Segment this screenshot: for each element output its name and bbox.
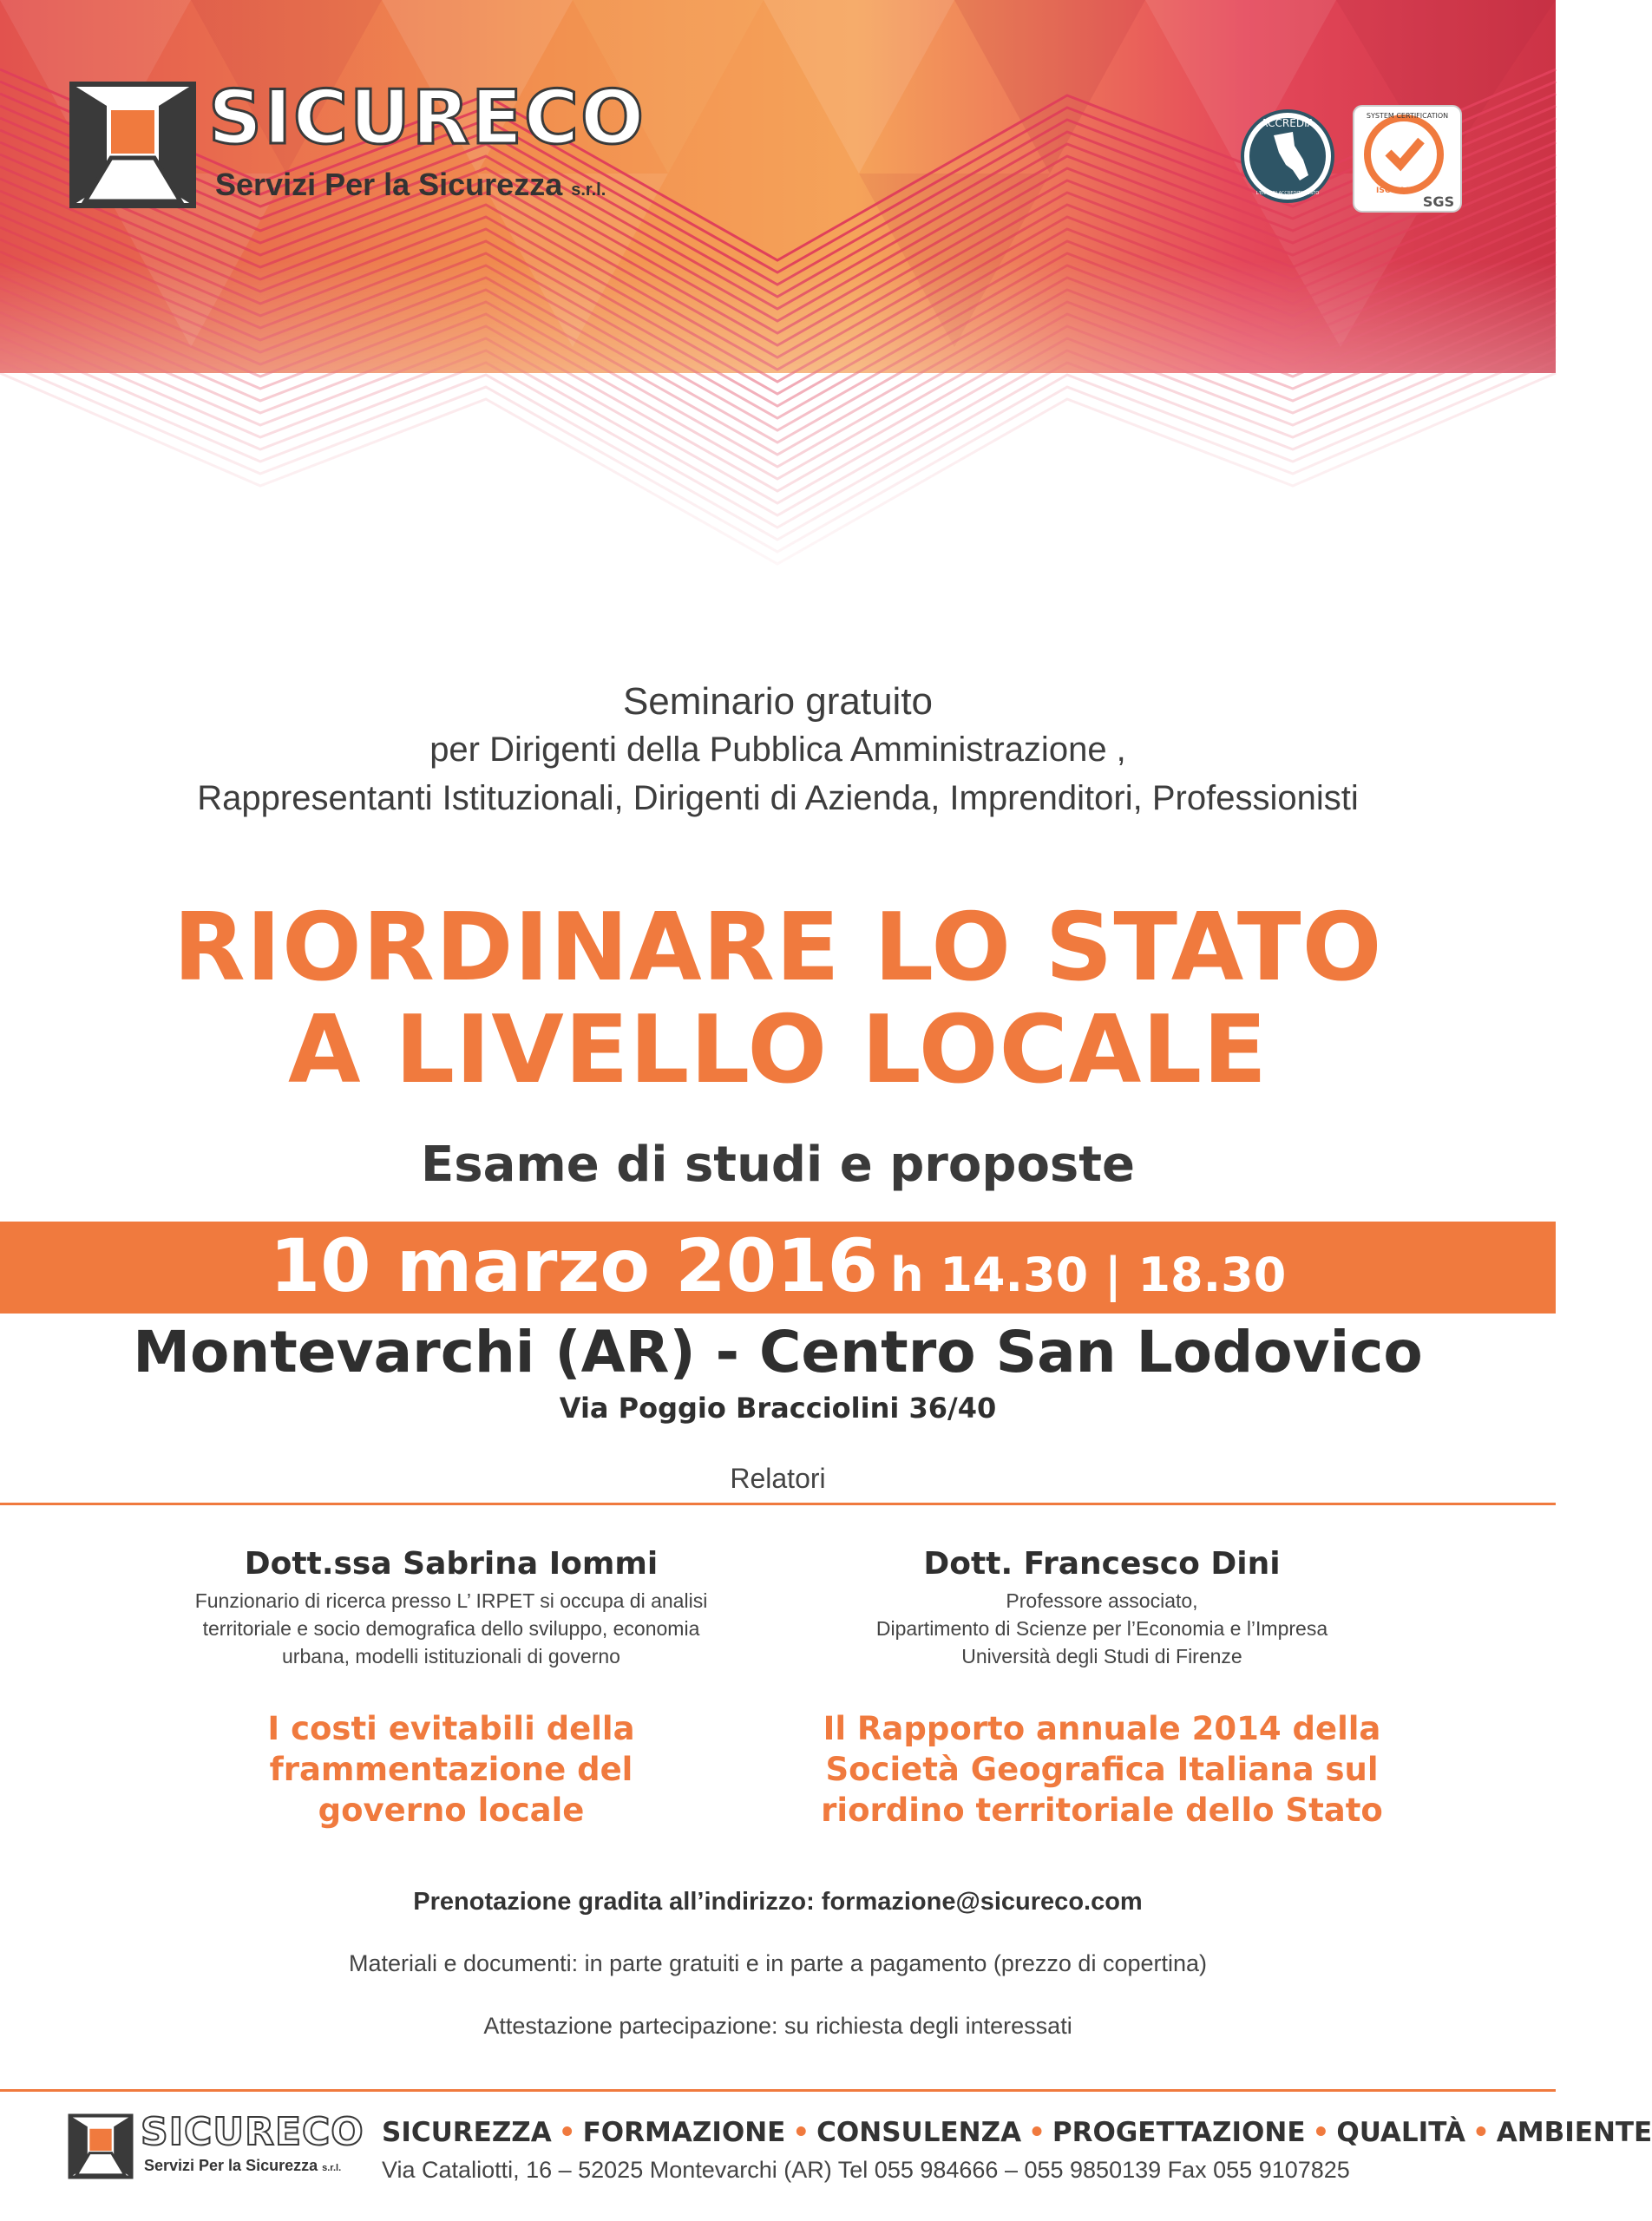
speaker-topic-line: frammentazione del <box>269 1751 633 1788</box>
speaker-description-line: Dipartimento di Scienze per l’Economia e l’Impresa <box>875 1617 1328 1640</box>
footer-services <box>382 2117 1652 2148</box>
logo-suffix: s.r.l. <box>571 180 606 200</box>
speaker-description-line: Funzionario di ricerca presso L’ IRPET si occupa di analisi <box>194 1589 708 1612</box>
footer-logo-tagline-text: Servizi Per la Sicurezza <box>144 2157 318 2174</box>
intro-audience-2: Rappresentanti Istituzionali, Dirigenti di Azienda, Imprenditori, Professionisti <box>197 779 1359 817</box>
footer-service-item: SICUREZZA <box>382 2117 552 2148</box>
footer-separator: • <box>1028 2117 1046 2148</box>
footer-service-item: FORMAZIONE <box>582 2117 786 2148</box>
speaker-topic-line: riordino territoriale dello Stato <box>821 1792 1383 1829</box>
logo-name: SICURECO <box>208 75 646 161</box>
booking-note: Prenotazione gradita all’indirizzo: formazione@sicureco.com <box>413 1888 1143 1916</box>
accredia-badge-icon <box>1239 102 1336 215</box>
speaker-description-line: Professore associato, <box>1006 1589 1198 1612</box>
main-title-line-1: RIORDINARE LO STATO <box>173 894 1383 1002</box>
footer-logo-tagline <box>144 2157 341 2175</box>
logo-tagline <box>215 167 606 203</box>
footer-logo <box>68 2110 364 2179</box>
attestation-note: Attestazione partecipazione: su richiesta degli interessati <box>483 2013 1072 2039</box>
sgs-label: SGS <box>1422 193 1455 210</box>
speaker-topic-line: I costi evitabili della <box>267 1710 635 1747</box>
speaker-card <box>798 1546 1406 1831</box>
footer-service-item: CONSULENZA <box>816 2117 1022 2148</box>
speaker-topic-line: Il Rapporto annuale 2014 della <box>823 1710 1381 1747</box>
event-address: Via Poggio Bracciolini 36/40 <box>559 1392 997 1425</box>
footer-logo-mark-icon <box>68 2113 134 2179</box>
footer-logo-suffix: s.r.l. <box>322 2163 342 2173</box>
footer-contacts: Via Cataliotti, 16 – 52025 Montevarchi (AR) Tel 055 984666 – 055 9850139 Fax 055 9107825 <box>382 2157 1350 2183</box>
main-title-line-2: A LIVELLO LOCALE <box>288 996 1268 1104</box>
speaker-description-line: Università degli Studi di Firenze <box>961 1645 1242 1667</box>
intro-audience-1: per Dirigenti della Pubblica Amministrazione , <box>429 731 1126 769</box>
materials-note: Materiali e documenti: in parte gratuiti e in parte a pagamento (prezzo di copertina) <box>348 1950 1208 1976</box>
footer-service-item: AMBIENTE <box>1496 2117 1652 2148</box>
accredia-sublabel: L'ENTE DI ACCREDITAMENTO <box>1255 191 1320 196</box>
speaker-name: Dott.ssa Sabrina Iommi <box>244 1546 659 1582</box>
footer-separator: • <box>558 2117 576 2148</box>
intro-seminar: Seminario gratuito <box>622 680 934 723</box>
event-time: h 14.30 | 18.30 <box>890 1248 1287 1302</box>
speaker-description-line: territoriale e socio demografica dello sviluppo, economia <box>202 1617 700 1640</box>
accredia-label: ACCREDIA <box>1261 117 1314 129</box>
divider <box>0 1503 1556 1505</box>
sgs-top-label: SYSTEM CERTIFICATION <box>1366 112 1449 120</box>
logo-tagline-text: Servizi Per la Sicurezza <box>215 167 563 202</box>
event-venue: Montevarchi (AR) - Centro San Lodovico <box>133 1319 1423 1386</box>
speakers-heading: Relatori <box>730 1463 826 1494</box>
event-date-time <box>0 1223 1556 1308</box>
footer-separator: • <box>1472 2117 1490 2148</box>
company-logo <box>68 75 658 219</box>
subtitle: Esame di studi e proposte <box>420 1137 1136 1193</box>
footer-separator: • <box>1312 2117 1330 2148</box>
speaker-topic <box>798 1708 1406 1831</box>
sgs-certification-badge-icon <box>1347 102 1468 215</box>
speaker-description-line: urbana, modelli istituzionali di governo <box>282 1645 620 1667</box>
footer-separator: • <box>792 2117 810 2148</box>
footer-divider <box>0 2089 1556 2092</box>
speaker-topic-line: governo locale <box>318 1792 585 1829</box>
sgs-iso-label: ISO 9001 <box>1376 187 1416 195</box>
speaker-name: Dott. Francesco Dini <box>923 1546 1281 1582</box>
speaker-topic-line: Società Geografica Italiana sul <box>825 1751 1379 1788</box>
speaker-topic <box>148 1708 755 1831</box>
event-date: 10 marzo 2016 <box>269 1223 879 1308</box>
footer-logo-name: SICURECO <box>141 2110 364 2154</box>
footer-service-item: PROGETTAZIONE <box>1052 2117 1306 2148</box>
footer-service-item: QUALITÀ <box>1336 2117 1465 2148</box>
logo-mark-icon <box>68 80 198 210</box>
speaker-card <box>148 1546 755 1831</box>
